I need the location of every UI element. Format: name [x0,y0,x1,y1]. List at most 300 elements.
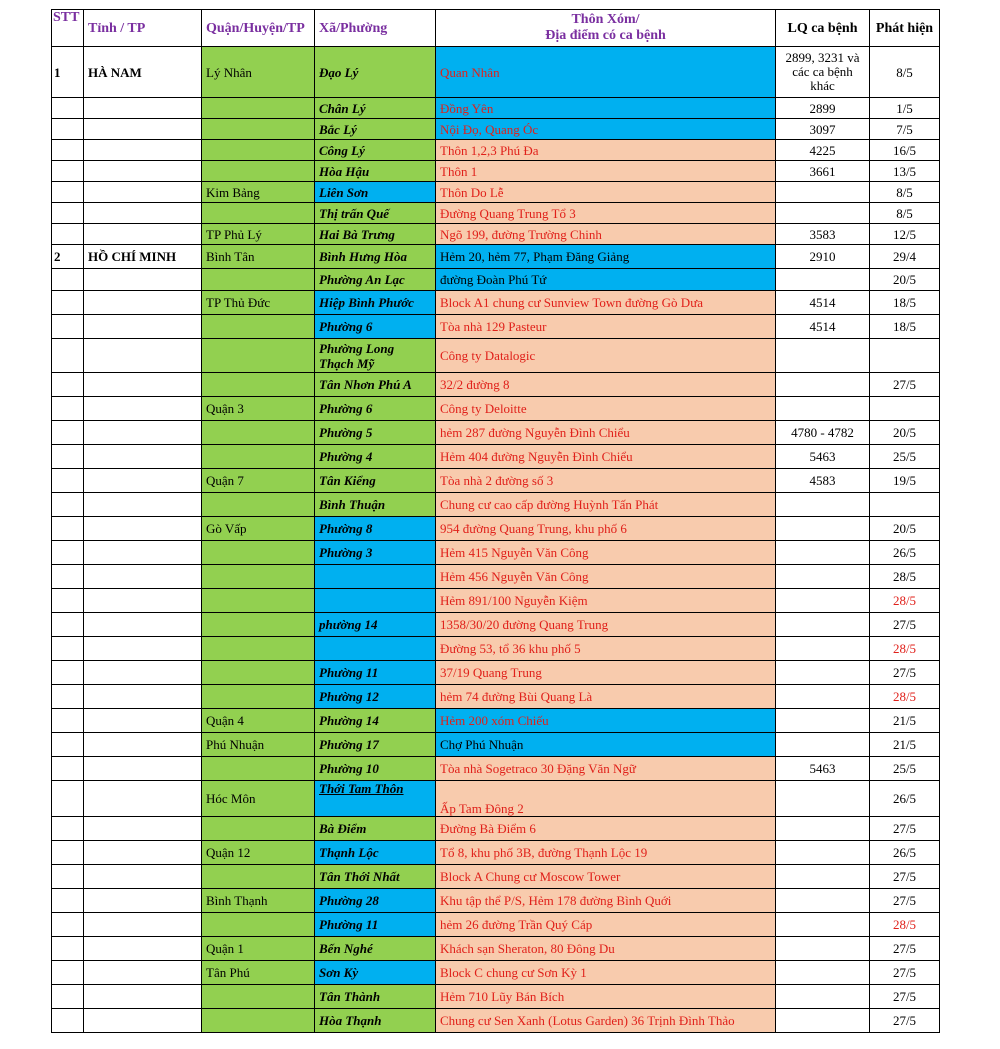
district-cell: Quận 1 [202,937,315,961]
related-cases-cell [776,985,870,1009]
district-cell [202,685,315,709]
related-cases-cell: 5463 [776,445,870,469]
province-cell [84,985,202,1009]
table-row [52,517,940,541]
related-cases-cell [776,203,870,224]
location-cell: Thôn Do Lễ [436,182,776,203]
table-body [52,47,940,1033]
ward-cell: Phường 4 [315,445,436,469]
district-cell: Kim Bảng [202,182,315,203]
district-cell [202,339,315,373]
district-cell [202,493,315,517]
related-cases-cell: 4225 [776,140,870,161]
stt-cell [52,913,84,937]
ward-cell: Phường 12 [315,685,436,709]
location-cell: Quan Nhân [436,47,776,98]
province-cell [84,493,202,517]
detected-date-cell: 26/5 [870,541,940,565]
related-cases-cell [776,541,870,565]
province-cell [84,889,202,913]
detected-date-cell [870,339,940,373]
detected-date-cell: 29/4 [870,245,940,269]
related-cases-cell [776,865,870,889]
ward-cell: Bình Hưng Hòa [315,245,436,269]
province-cell [84,203,202,224]
location-cell: Công ty Deloitte [436,397,776,421]
province-cell [84,1009,202,1033]
detected-date-cell: 28/5 [870,913,940,937]
ward-cell: Thới Tam Thôn [315,781,436,817]
table-row [52,613,940,637]
location-cell: Chợ Phú Nhuận [436,733,776,757]
related-cases-cell [776,913,870,937]
detected-date-cell: 26/5 [870,781,940,817]
detected-date-cell: 27/5 [870,1009,940,1033]
header-row [52,10,940,47]
table-row [52,889,940,913]
detected-date-cell: 13/5 [870,161,940,182]
detected-date-cell: 28/5 [870,637,940,661]
province-cell [84,291,202,315]
district-cell [202,140,315,161]
district-cell [202,445,315,469]
table-row [52,637,940,661]
related-cases-cell [776,685,870,709]
location-cell: Ấp Tam Đông 2 [436,781,776,817]
ward-cell: Hai Bà Trưng [315,224,436,245]
province-cell [84,445,202,469]
related-cases-cell [776,733,870,757]
location-cell: Hẻm 710 Lũy Bán Bích [436,985,776,1009]
ward-cell: Bà Điểm [315,817,436,841]
stt-cell [52,203,84,224]
table-row [52,47,940,98]
ward-cell: Phường 11 [315,661,436,685]
detected-date-cell: 27/5 [870,817,940,841]
ward-cell: Sơn Kỳ [315,961,436,985]
province-cell [84,685,202,709]
province-cell [84,937,202,961]
table-row [52,817,940,841]
related-cases-cell [776,182,870,203]
province-cell [84,865,202,889]
header-related-cases: LQ ca bệnh [776,10,870,47]
header-detected: Phát hiện [870,10,940,47]
table-row [52,1009,940,1033]
related-cases-cell [776,397,870,421]
location-cell: hẻm 26 đường Trần Quý Cáp [436,913,776,937]
ward-cell: Phường 6 [315,397,436,421]
stt-cell [52,985,84,1009]
stt-cell [52,140,84,161]
detected-date-cell: 18/5 [870,291,940,315]
table-row [52,140,940,161]
related-cases-cell: 4780 - 4782 [776,421,870,445]
table-row [52,421,940,445]
ward-cell: Phường An Lạc [315,269,436,291]
province-cell [84,589,202,613]
ward-cell: Liên Sơn [315,182,436,203]
province-cell [84,161,202,182]
ward-cell: Tân Kiểng [315,469,436,493]
district-cell [202,817,315,841]
cases-table [51,9,940,1033]
district-cell: Gò Vấp [202,517,315,541]
province-cell [84,661,202,685]
district-cell [202,913,315,937]
district-cell: Hóc Môn [202,781,315,817]
ward-cell: Hiệp Bình Phước [315,291,436,315]
ward-cell: Phường 14 [315,709,436,733]
location-cell: Tòa nhà 129 Pasteur [436,315,776,339]
province-cell [84,373,202,397]
detected-date-cell [870,397,940,421]
related-cases-cell: 4583 [776,469,870,493]
detected-date-cell: 19/5 [870,469,940,493]
stt-cell [52,517,84,541]
stt-cell [52,613,84,637]
location-cell: Khách sạn Sheraton, 80 Đông Du [436,937,776,961]
ward-cell: Bến Nghé [315,937,436,961]
district-cell [202,315,315,339]
location-cell: Chung cư Sen Xanh (Lotus Garden) 36 Trịnh Đình Thảo [436,1009,776,1033]
stt-cell [52,841,84,865]
ward-cell: Tân Thành [315,985,436,1009]
district-cell: Quận 7 [202,469,315,493]
related-cases-cell: 3583 [776,224,870,245]
province-cell [84,315,202,339]
stt-cell [52,589,84,613]
detected-date-cell: 12/5 [870,224,940,245]
district-cell: TP Thủ Đức [202,291,315,315]
stt-cell [52,865,84,889]
table-row [52,589,940,613]
header-province: Tỉnh / TP [84,10,202,47]
location-cell: Block A1 chung cư Sunview Town đường Gò Dưa [436,291,776,315]
ward-cell: Phường 6 [315,315,436,339]
table-row [52,373,940,397]
related-cases-cell [776,269,870,291]
district-cell: TP Phủ Lý [202,224,315,245]
district-cell [202,161,315,182]
stt-cell [52,565,84,589]
table-row [52,865,940,889]
detected-date-cell: 27/5 [870,985,940,1009]
province-cell [84,517,202,541]
district-cell [202,661,315,685]
location-cell: Hẻm 456 Nguyễn Văn Công [436,565,776,589]
province-cell [84,733,202,757]
related-cases-cell: 4514 [776,291,870,315]
table-row [52,661,940,685]
table-row [52,685,940,709]
province-cell [84,913,202,937]
stt-cell [52,445,84,469]
ward-cell: Phường 3 [315,541,436,565]
location-cell: Hẻm 200 xóm Chiếu [436,709,776,733]
stt-cell [52,685,84,709]
district-cell [202,1009,315,1033]
detected-date-cell: 7/5 [870,119,940,140]
location-cell: Block A Chung cư Moscow Tower [436,865,776,889]
related-cases-cell [776,961,870,985]
location-cell: Hẻm 404 đường Nguyễn Đình Chiểu [436,445,776,469]
ward-cell: Công Lý [315,140,436,161]
stt-cell [52,182,84,203]
province-cell [84,98,202,119]
detected-date-cell: 18/5 [870,315,940,339]
table-row [52,541,940,565]
related-cases-cell: 2899, 3231 và các ca bệnh khác [776,47,870,98]
stt-cell [52,315,84,339]
location-cell: Hẻm 20, hẻm 77, Phạm Đăng Giảng [436,245,776,269]
location-cell: 1358/30/20 đường Quang Trung [436,613,776,637]
related-cases-cell [776,373,870,397]
detected-date-cell: 28/5 [870,589,940,613]
district-cell [202,757,315,781]
stt-cell [52,493,84,517]
detected-date-cell: 21/5 [870,733,940,757]
ward-cell: Thạnh Lộc [315,841,436,865]
table-row [52,245,940,269]
table-row [52,757,940,781]
table-row [52,224,940,245]
stt-cell [52,269,84,291]
table-row [52,913,940,937]
stt-cell [52,781,84,817]
related-cases-cell [776,517,870,541]
related-cases-cell [776,817,870,841]
province-cell [84,565,202,589]
ward-cell: Phường Long Thạch Mỹ [315,339,436,373]
detected-date-cell: 27/5 [870,661,940,685]
related-cases-cell: 3097 [776,119,870,140]
stt-cell [52,733,84,757]
ward-cell [315,565,436,589]
location-cell: đường Đoàn Phú Tứ [436,269,776,291]
location-cell: 954 đường Quang Trung, khu phố 6 [436,517,776,541]
province-cell [84,613,202,637]
province-cell [84,119,202,140]
location-cell: hẻm 287 đường Nguyễn Đình Chiểu [436,421,776,445]
stt-cell [52,637,84,661]
district-cell [202,119,315,140]
province-cell [84,637,202,661]
province-cell [84,339,202,373]
province-cell [84,182,202,203]
location-cell: Đường Bà Điểm 6 [436,817,776,841]
detected-date-cell: 27/5 [870,937,940,961]
detected-date-cell: 1/5 [870,98,940,119]
related-cases-cell: 3661 [776,161,870,182]
table-row [52,781,940,817]
ward-cell: Hòa Thạnh [315,1009,436,1033]
stt-cell [52,119,84,140]
header-stt: STT [52,10,84,47]
table-row [52,709,940,733]
table-row [52,98,940,119]
table-row [52,339,940,373]
location-cell: 37/19 Quang Trung [436,661,776,685]
location-cell: Công ty Datalogic [436,339,776,373]
ward-cell: Phường 17 [315,733,436,757]
ward-cell: Phường 10 [315,757,436,781]
table-row [52,733,940,757]
header-district: Quận/Huyện/TP [202,10,315,47]
stt-cell [52,469,84,493]
detected-date-cell: 28/5 [870,685,940,709]
detected-date-cell: 8/5 [870,203,940,224]
location-cell: Hẻm 415 Nguyễn Văn Công [436,541,776,565]
related-cases-cell [776,339,870,373]
detected-date-cell: 8/5 [870,182,940,203]
detected-date-cell: 25/5 [870,757,940,781]
stt-cell [52,397,84,421]
table-row [52,493,940,517]
detected-date-cell: 20/5 [870,517,940,541]
ward-cell: Thị trấn Quế [315,203,436,224]
location-cell: Thôn 1 [436,161,776,182]
district-cell [202,203,315,224]
province-cell [84,961,202,985]
province-cell: HỒ CHÍ MINH [84,245,202,269]
related-cases-cell [776,565,870,589]
stt-cell: 1 [52,47,84,98]
location-cell: Hẻm 891/100 Nguyễn Kiệm [436,589,776,613]
stt-cell [52,817,84,841]
table-row [52,985,940,1009]
related-cases-cell [776,1009,870,1033]
table-row [52,445,940,469]
detected-date-cell: 27/5 [870,961,940,985]
ward-cell: Bình Thuận [315,493,436,517]
table-row [52,937,940,961]
ward-cell [315,589,436,613]
ward-cell [315,637,436,661]
detected-date-cell: 21/5 [870,709,940,733]
detected-date-cell: 27/5 [870,865,940,889]
ward-cell: Bắc Lý [315,119,436,140]
district-cell [202,541,315,565]
table-row [52,469,940,493]
table-row [52,119,940,140]
detected-date-cell: 16/5 [870,140,940,161]
province-cell [84,397,202,421]
location-cell: Tòa nhà Sogetraco 30 Đặng Văn Ngữ [436,757,776,781]
table-row [52,397,940,421]
detected-date-cell: 28/5 [870,565,940,589]
table-row [52,161,940,182]
location-cell: Đồng Yên [436,98,776,119]
table-row [52,269,940,291]
related-cases-cell [776,781,870,817]
related-cases-cell: 2899 [776,98,870,119]
province-cell [84,140,202,161]
province-cell [84,421,202,445]
location-cell: Đường Quang Trung Tổ 3 [436,203,776,224]
location-cell: Ngõ 199, đường Trường Chinh [436,224,776,245]
location-cell: Block C chung cư Sơn Kỳ 1 [436,961,776,985]
location-cell: Nội Đọ, Quang Óc [436,119,776,140]
stt-cell [52,757,84,781]
related-cases-cell [776,661,870,685]
district-cell [202,373,315,397]
district-cell [202,985,315,1009]
related-cases-cell [776,613,870,637]
ward-cell: Phường 5 [315,421,436,445]
location-cell: Chung cư cao cấp đường Huỳnh Tấn Phát [436,493,776,517]
district-cell [202,589,315,613]
ward-cell: Phường 28 [315,889,436,913]
table-row [52,203,940,224]
stt-cell [52,937,84,961]
table-row [52,182,940,203]
district-cell [202,421,315,445]
province-cell [84,541,202,565]
district-cell [202,637,315,661]
related-cases-cell [776,637,870,661]
province-cell [84,469,202,493]
detected-date-cell: 20/5 [870,269,940,291]
ward-cell: Phường 8 [315,517,436,541]
stt-cell [52,541,84,565]
location-cell: Tòa nhà 2 đường số 3 [436,469,776,493]
district-cell: Bình Tân [202,245,315,269]
location-cell: Tổ 8, khu phố 3B, đường Thạnh Lộc 19 [436,841,776,865]
stt-cell [52,1009,84,1033]
ward-cell: Tân Thới Nhất [315,865,436,889]
related-cases-cell [776,709,870,733]
district-cell [202,98,315,119]
district-cell: Lý Nhân [202,47,315,98]
stt-cell [52,889,84,913]
location-cell: hẻm 74 đường Bùi Quang Là [436,685,776,709]
stt-cell [52,291,84,315]
detected-date-cell: 27/5 [870,889,940,913]
stt-cell [52,224,84,245]
province-cell [84,269,202,291]
district-cell [202,565,315,589]
province-cell [84,817,202,841]
district-cell: Quận 3 [202,397,315,421]
related-cases-cell: 4514 [776,315,870,339]
table-row [52,565,940,589]
detected-date-cell: 20/5 [870,421,940,445]
header-ward: Xã/Phường [315,10,436,47]
detected-date-cell: 27/5 [870,613,940,637]
detected-date-cell: 25/5 [870,445,940,469]
header-location: Thôn Xóm/ Địa điểm có ca bệnh [436,10,776,47]
stt-cell [52,161,84,182]
ward-cell: Đạo Lý [315,47,436,98]
stt-cell [52,961,84,985]
ward-cell: Phường 11 [315,913,436,937]
district-cell: Tân Phú [202,961,315,985]
stt-cell [52,421,84,445]
district-cell [202,269,315,291]
province-cell [84,224,202,245]
detected-date-cell: 8/5 [870,47,940,98]
ward-cell: Tân Nhơn Phú A [315,373,436,397]
stt-cell [52,339,84,373]
table-row [52,291,940,315]
district-cell: Bình Thạnh [202,889,315,913]
province-cell [84,757,202,781]
location-cell: Khu tập thể P/S, Hẻm 178 đường Bình Quới [436,889,776,913]
stt-cell [52,661,84,685]
related-cases-cell: 2910 [776,245,870,269]
stt-cell: 2 [52,245,84,269]
